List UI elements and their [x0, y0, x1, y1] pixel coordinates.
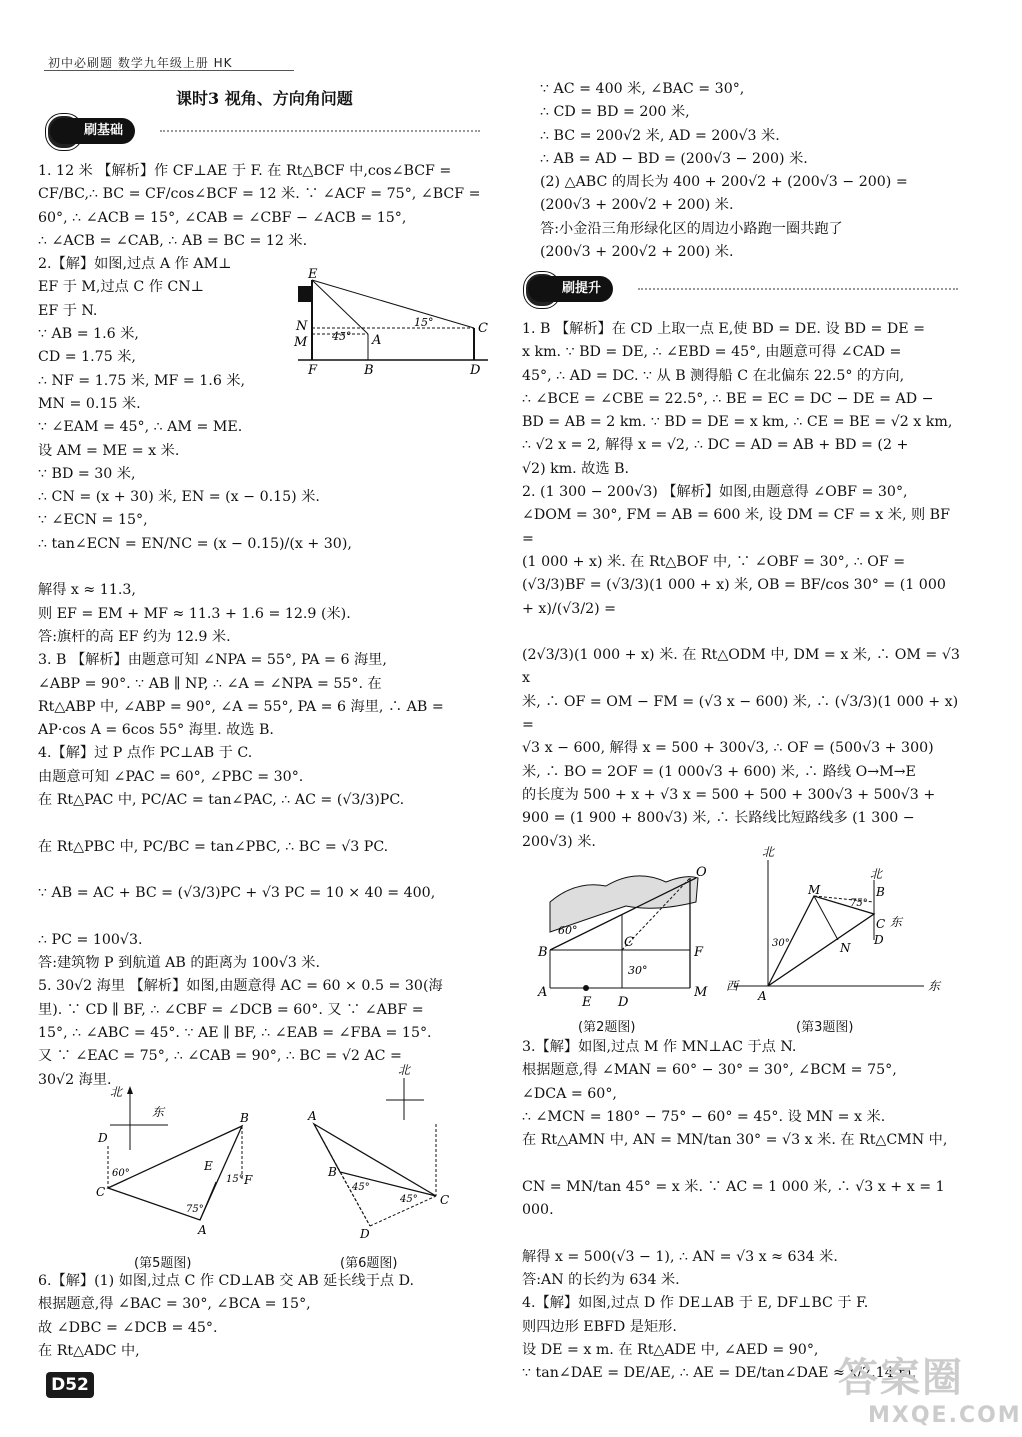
text-line: x km. ∵ BD = DE, ∴ ∠EBD = 45°, 由题意可得 ∠CAD =	[522, 344, 902, 361]
fig1-label: 45°	[332, 330, 352, 343]
fig3r-label: D	[874, 933, 884, 947]
fig2r-label: D	[618, 995, 629, 1010]
fig2r-label: A	[538, 985, 548, 1000]
text-line: 60°, ∴ ∠ACB = 15°, ∠CAB = ∠CBF − ∠ACB = 15°,	[38, 209, 407, 226]
text-line: 故 ∠DBC = ∠DCB = 45°.	[38, 1319, 218, 1336]
text-line	[38, 906, 490, 929]
text-line: 根据题意,得 ∠MAN = 60° − 30° = 30°, ∠BCM = 75°,	[522, 1062, 897, 1079]
text-line: BD = AB = 2 km. ∵ BD = DE = x km, ∴ CE = BE = √2 x km,	[522, 414, 953, 431]
fig6-label: D	[360, 1227, 370, 1241]
fig3r-label: 75°	[850, 898, 868, 909]
fig3r-label: A	[758, 989, 767, 1003]
text-line: (200√3 + 200√2 + 200) 米.	[540, 197, 734, 214]
section-badge-basic	[50, 118, 480, 144]
text-line: ∵ AB = AC + BC = (√3/3)PC + √3 PC = 10 × 40 = 400,	[38, 885, 436, 902]
fig6-label: 45°	[352, 1182, 370, 1193]
text-line: (1 000 + x) 米. 在 Rt△BOF 中, ∵ ∠OBF = 30°, ∴ OF =	[522, 553, 906, 570]
text-line	[522, 621, 962, 644]
text-line: (2√3/3)(1 000 + x) 米. 在 Rt△ODM 中, DM = x 米, ∴ OM = √3 x	[522, 647, 965, 687]
fig2r-label: C	[624, 935, 634, 950]
caption-fig5: (第5题图)	[134, 1256, 192, 1271]
text-line: ∴ ∠BCE = ∠CBE = 22.5°, ∴ BE = EC = DC − DE = AD −	[522, 390, 934, 407]
text-line: ∵ AC = 400 米, ∠BAC = 30°,	[540, 81, 745, 97]
text-line: 根据题意,得 ∠BAC = 30°, ∠BCA = 15°,	[38, 1296, 311, 1313]
fig6-label: 北	[398, 1063, 411, 1077]
north-arrow-icon	[127, 1086, 133, 1094]
fig5-label: 75°	[186, 1204, 204, 1215]
fig5-label: 60°	[112, 1168, 130, 1179]
figure-flagpole	[288, 266, 494, 378]
figure-right-problem-2	[536, 862, 716, 1010]
text-line: ∵ tan∠DAE = DE/AE, ∴ AE = DE/tan∠DAE ≈ x/2.14 m,	[522, 1365, 917, 1382]
text-line	[38, 859, 490, 882]
text-line: 1. B 【解析】在 CD 上取一点 E,使 BD = DE. 设 BD = DE =	[522, 321, 925, 337]
fig1-label: N	[296, 319, 308, 334]
text-line: 6.【解】(1) 如图,过点 C 作 CD⊥AB 交 AB 延长线于点 D.	[38, 1273, 414, 1289]
text-line: ∴ CD = BD = 200 米,	[540, 104, 690, 121]
fig6-label: B	[328, 1165, 337, 1179]
text-line: Rt△ABP 中, ∠ABP = 90°, ∠A = 55°, PA = 6 海里, ∴ AB =	[38, 698, 444, 715]
fig2r-label: E	[582, 995, 592, 1010]
text-line: 15°, ∴ ∠ABC = 45°. ∵ AE ∥ BF, ∴ ∠EAB = ∠FBA = 15°.	[38, 1024, 432, 1041]
fig5-label: C	[96, 1185, 106, 1199]
fig1-label: F	[308, 363, 318, 378]
fig3r-label: 东	[928, 979, 941, 993]
fig5-label: A	[198, 1223, 207, 1237]
text-line: 45°, ∴ AD = DC. ∵ 从 B 测得船 C 在北偏东 22.5° 的方向,	[522, 367, 905, 384]
text-line: 则 EF = EM + MF ≈ 11.3 + 1.6 = 12.9 (米).	[38, 605, 351, 622]
caption-fig3r: (第3题图)	[796, 1020, 854, 1035]
text-line: (√3/3)BF = (√3/3)(1 000 + x) 米, OB = BF/cos 30° = (1 000 + x)/(√3/2) =	[522, 577, 951, 617]
text-line: 30√2 海里.	[38, 1071, 112, 1088]
text-line	[522, 1222, 962, 1245]
text-line: 米, ∴ BO = 2OF = (1 000√3 + 600) 米, ∴ 路线 O→M→E	[522, 763, 916, 780]
fig3r-label: 东	[890, 915, 903, 929]
text-line: ∴ CN = (x + 30) 米, EN = (x − 0.15) 米.	[38, 489, 320, 506]
text-line: 3.【解】如图,过点 M 作 MN⊥AC 于点 N.	[522, 1039, 797, 1055]
text-line: 在 Rt△PAC 中, PC/AC = tan∠PAC, ∴ AC = (√3/3)PC.	[38, 792, 405, 809]
text-line: (200√3 + 200√2 + 200) 米.	[540, 244, 734, 261]
text-line: 答:建筑物 P 到航道 AB 的距离为 100√3 米.	[38, 955, 320, 972]
fig6-label: A	[308, 1109, 317, 1123]
text-line: ∴ √2 x = 2, 解得 x = √2, ∴ DC = AD = AB + BD = (2 +	[522, 437, 909, 454]
text-line: 答:旗杆的高 EF 约为 12.9 米.	[38, 628, 231, 645]
text-line: 设 DE = x m. 在 Rt△ADE 中, ∠AED = 90°,	[522, 1341, 819, 1358]
fig6-label: 45°	[400, 1194, 418, 1205]
text-line: √2) km. 故选 B.	[522, 460, 630, 477]
header-rule	[44, 70, 294, 71]
text-line: 的长度为 500 + x + √3 x = 500 + 500 + 300√3 + 500√3 +	[522, 786, 936, 803]
text-line: ∵ ∠ECN = 15°,	[38, 512, 148, 529]
text-line: EF 于 N.	[38, 302, 98, 319]
fig2r-label: F	[694, 945, 704, 960]
text-line: 解得 x = 500(√3 − 1), ∴ AN = √3 x ≈ 634 米.	[522, 1248, 838, 1265]
figure-right-problem-3	[724, 840, 954, 1008]
fig1-label: A	[372, 333, 382, 348]
text-line: 则四边形 EBFD 是矩形.	[522, 1318, 677, 1335]
flag-icon	[298, 286, 312, 302]
text-line: 3. B 【解析】由题意可知 ∠NPA = 55°, PA = 6 海里,	[38, 652, 387, 669]
text-line: ∴ ∠MCN = 180° − 75° − 60° = 45°. 设 MN = x 米.	[522, 1108, 886, 1125]
text-line: 4.【解】过 P 点作 PC⊥AB 于 C.	[38, 745, 253, 762]
text-line: 在 Rt△PBC 中, PC/BC = tan∠PBC, ∴ BC = √3 PC.	[38, 838, 389, 855]
text-line: 200√3) 米.	[522, 833, 596, 850]
text-line: MN = 0.15 米.	[38, 395, 141, 412]
text-line: ∠ABP = 90°. ∵ AB ∥ NP, ∴ ∠A = ∠NPA = 55°. 在	[38, 675, 382, 692]
fig1-label: E	[308, 267, 318, 282]
fig5-label: E	[204, 1159, 213, 1173]
fig5-label: D	[98, 1131, 108, 1145]
fig1-label: 15°	[414, 316, 434, 329]
text-line: ∴ AB = AD − BD = (200√3 − 200) 米.	[540, 150, 808, 167]
text-line: 答:小金沿三角形绿化区的周边小路跑一圈共跑了	[540, 220, 843, 237]
figure-problem-5	[90, 1070, 270, 1240]
fig3r-label: 西	[726, 979, 739, 993]
fig3r-label: 北	[870, 867, 883, 881]
text-line: ∴ PC = 100√3.	[38, 931, 143, 948]
text-line: 1. 12 米 【解析】作 CF⊥AE 于 F. 在 Rt△BCF 中,cos∠BCF =	[38, 163, 452, 179]
caption-fig6: (第6题图)	[340, 1256, 398, 1271]
fig5-label: 东	[152, 1105, 165, 1119]
text-line: (2) △ABC 的周长为 400 + 200√2 + (200√3 − 200) =	[540, 174, 908, 191]
fig3r-label: 30°	[772, 938, 790, 949]
text-line: CF/BC,∴ BC = CF/cos∠BCF = 12 米. ∵ ∠ACF = 75°, ∠BCF =	[38, 186, 481, 203]
dotted-rule	[638, 288, 958, 290]
left-column-lower	[38, 1270, 490, 1363]
fig3r-label: 北	[762, 845, 775, 859]
fig1-label: B	[364, 363, 374, 378]
text-line: 4.【解】如图,过点 D 作 DE⊥AB 于 E, DF⊥BC 于 F.	[522, 1295, 869, 1312]
text-line: EF 于 M,过点 C 作 CN⊥	[38, 279, 205, 296]
fig2r-label: M	[694, 985, 708, 1000]
fig6-label: C	[440, 1193, 450, 1207]
text-line: 2. (1 300 − 200√3) 【解析】如图,由题意得 ∠OBF = 30°,	[522, 484, 908, 501]
fig2r-label: 30°	[628, 964, 648, 977]
fig1-label: D	[470, 363, 481, 378]
text-line: 设 AM = ME = x 米.	[38, 442, 180, 459]
section-badge-advanced	[528, 276, 958, 302]
right-column-mid	[522, 318, 965, 854]
watermark	[838, 1346, 1022, 1428]
page-number: D52	[46, 1372, 94, 1398]
fig5-label: F	[244, 1173, 253, 1187]
right-column	[540, 78, 960, 264]
fig1-label: C	[478, 321, 488, 336]
text-line: 里). ∵ CD ∥ BF, ∴ ∠CBF = ∠DCB = 60°. 又 ∵ ∠ABF =	[38, 1001, 424, 1018]
text-line: ∠DOM = 30°, FM = AB = 600 米, 设 DM = CF = x 米, 则 BF =	[522, 507, 955, 547]
text-line	[522, 1152, 962, 1175]
fig3r-label: M	[808, 883, 821, 897]
badge-label: 刷基础	[50, 118, 135, 144]
caption-fig2r: (第2题图)	[578, 1020, 636, 1035]
watermark-logo: 答案圈	[838, 1355, 964, 1401]
text-line: √3 x − 600, 解得 x = 500 + 300√3, ∴ OF = (500√3 + 300)	[522, 740, 934, 757]
fig5-label: 北	[110, 1085, 123, 1099]
fig3r-label: C	[876, 917, 886, 931]
text-line: 解得 x ≈ 11.3,	[38, 582, 136, 599]
text-line: CD = 1.75 米,	[38, 349, 136, 366]
text-line: ∴ NF = 1.75 米, MF = 1.6 米,	[38, 372, 246, 389]
right-column-lower	[522, 1036, 962, 1385]
fig2r-label: 60°	[558, 924, 578, 937]
text-line: ∵ AB = 1.6 米,	[38, 326, 139, 343]
running-header: 初中必刷题 数学九年级上册 HK	[48, 56, 233, 70]
text-line	[38, 556, 490, 579]
text-line: 900 = (1 900 + 800√3) 米, ∴ 长路线比短路线多 (1 300 −	[522, 810, 915, 827]
figure-problem-6	[300, 1064, 460, 1242]
text-line: ∵ BD = 30 米,	[38, 465, 136, 482]
text-line: 2.【解】如图,过点 A 作 AM⊥	[38, 256, 232, 273]
lesson-title: 课时3 视角、方向角问题	[176, 89, 353, 108]
text-line: AP·cos A = 6cos 55° 海里. 故选 B.	[38, 722, 274, 739]
text-line	[38, 812, 490, 835]
fig1-label: M	[294, 335, 308, 350]
text-line: ∴ tan∠ECN = EN/NC = (x − 0.15)/(x + 30),	[38, 535, 352, 552]
fig3r-label: B	[876, 885, 885, 899]
text-line: 由题意可知 ∠PAC = 60°, ∠PBC = 30°.	[38, 768, 304, 785]
text-line: 5. 30√2 海里 【解析】如图,由题意得 AC = 60 × 0.5 = 30(海	[38, 978, 443, 995]
fig2r-label: O	[696, 865, 707, 880]
text-line: 答:AN 的长约为 634 米.	[522, 1271, 680, 1288]
text-line: 又 ∵ ∠EAC = 75°, ∴ ∠CAB = 90°, ∴ BC = √2 AC =	[38, 1048, 402, 1065]
dotted-rule	[160, 130, 480, 132]
text-line: ∴ ∠ACB = ∠CAB, ∴ AB = BC = 12 米.	[38, 232, 308, 249]
text-line: CN = MN/tan 45° = x 米. ∵ AC = 1 000 米, ∴ √3 x + x = 1 000.	[522, 1178, 950, 1219]
text-line: ∵ ∠EAM = 45°, ∴ AM = ME.	[38, 419, 243, 436]
fig5-label: B	[240, 1111, 249, 1125]
badge-label: 刷提升	[528, 276, 613, 302]
fig2r-label: B	[538, 945, 548, 960]
text-line: ∠DCA = 60°,	[522, 1085, 617, 1102]
fig3r-label: N	[840, 941, 851, 955]
text-line: 米, ∴ OF = OM − FM = (√3 x − 600) 米, ∴ (√3/3)(1 000 + x) =	[522, 693, 963, 734]
text-line: 在 Rt△ADC 中,	[38, 1342, 140, 1359]
text-line: 在 Rt△AMN 中, AN = MN/tan 30° = √3 x 米. 在 Rt△CMN 中,	[522, 1132, 948, 1149]
fig5-label: 15°	[226, 1174, 244, 1185]
text-line: ∴ BC = 200√2 米, AD = 200√3 米.	[540, 127, 780, 144]
watermark-url: MXQE.COM	[868, 1403, 1022, 1428]
